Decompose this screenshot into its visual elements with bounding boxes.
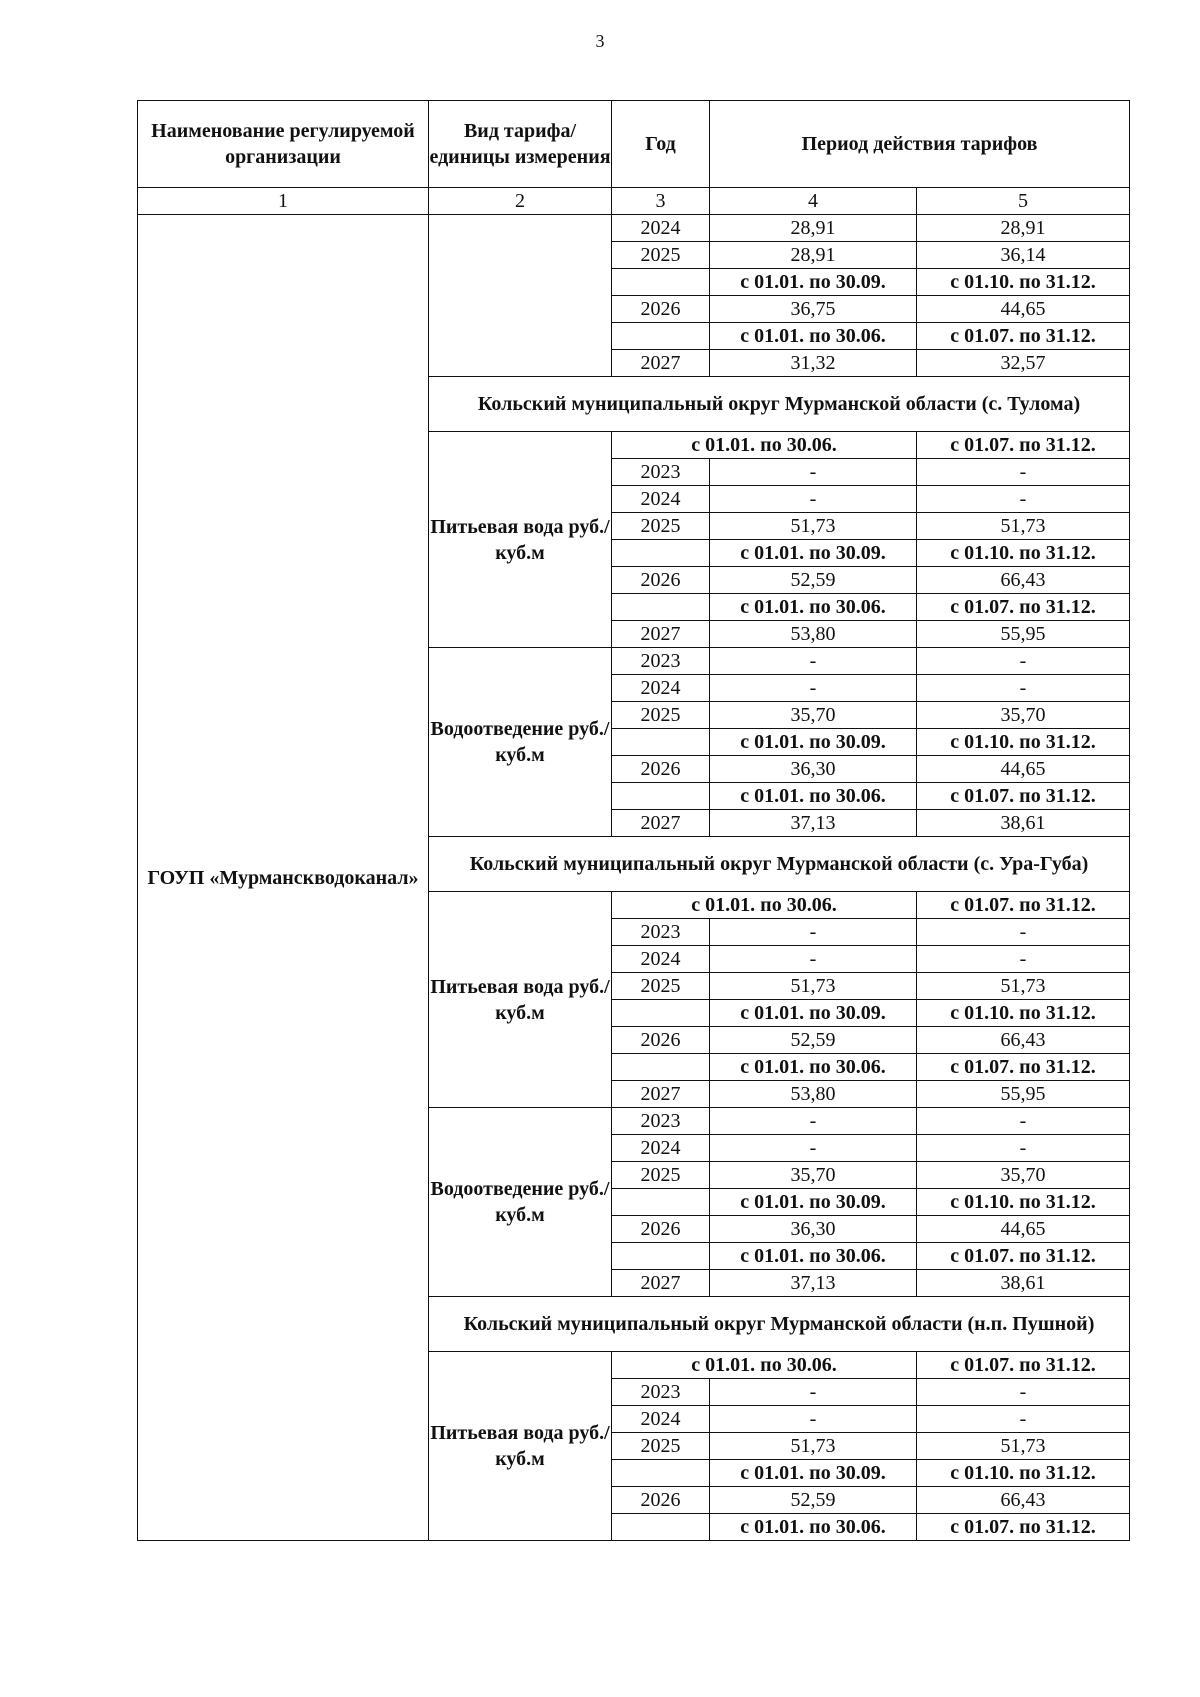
tariff-value-period-2: 28,91 — [917, 215, 1130, 242]
column-numbers-row — [138, 188, 1130, 215]
year-cell-empty — [612, 540, 710, 567]
year-cell: 2026 — [612, 1027, 710, 1054]
year-cell: 2027 — [612, 621, 710, 648]
tariff-value-period-1: 37,13 — [710, 810, 917, 837]
year-cell: 2025 — [612, 1162, 710, 1189]
tariff-value-period-1: 52,59 — [710, 1487, 917, 1514]
tariff-value-period-1: 51,73 — [710, 973, 917, 1000]
year-cell: 2025 — [612, 702, 710, 729]
column-number: 4 — [710, 188, 917, 215]
year-cell: 2026 — [612, 756, 710, 783]
tariff-value-period-1: 52,59 — [710, 1027, 917, 1054]
tariff-value-period-1: 51,73 — [710, 1433, 917, 1460]
period-label-2: с 01.10. по 31.12. — [917, 1189, 1130, 1216]
tariff-value-period-2: 55,95 — [917, 621, 1130, 648]
period-label-1: с 01.01. по 30.09. — [710, 269, 917, 296]
page-number: 3 — [595, 31, 605, 51]
period-label-1: с 01.01. по 30.06. — [710, 1243, 917, 1270]
tariff-value-period-2: 44,65 — [917, 756, 1130, 783]
year-cell-empty — [612, 1189, 710, 1216]
column-number: 1 — [138, 188, 429, 215]
period-label-2: с 01.07. по 31.12. — [917, 783, 1130, 810]
year-cell-empty — [612, 594, 710, 621]
tariff-value-period-1: - — [710, 946, 917, 973]
period-label-1: с 01.01. по 30.06. — [612, 1352, 917, 1379]
year-cell-empty — [612, 1000, 710, 1027]
year-cell: 2024 — [612, 215, 710, 242]
year-cell: 2024 — [612, 486, 710, 513]
tariff-value-period-2: 44,65 — [917, 1216, 1130, 1243]
tariff-value-period-1: 37,13 — [710, 1270, 917, 1297]
tariff-value-period-1: - — [710, 1108, 917, 1135]
tariff-value-period-2: - — [917, 1135, 1130, 1162]
tariff-value-period-2: 66,43 — [917, 567, 1130, 594]
year-cell-empty — [612, 323, 710, 350]
year-cell-empty — [612, 729, 710, 756]
period-label-2: с 01.10. по 31.12. — [917, 1460, 1130, 1487]
tariff-value-period-2: - — [917, 459, 1130, 486]
year-cell-empty — [612, 1460, 710, 1487]
tariff-value-period-1: 36,75 — [710, 296, 917, 323]
tariff-value-period-1: 53,80 — [710, 621, 917, 648]
tariff-type: Питьевая вода руб./куб.м — [429, 432, 612, 648]
tariff-value-period-1: - — [710, 919, 917, 946]
tariff-type-empty — [429, 215, 612, 377]
tariff-value-period-2: 55,95 — [917, 1081, 1130, 1108]
period-label-1: с 01.01. по 30.06. — [710, 594, 917, 621]
year-cell: 2026 — [612, 1487, 710, 1514]
period-label-1: с 01.01. по 30.09. — [710, 1000, 917, 1027]
period-label-2: с 01.07. по 31.12. — [917, 1352, 1130, 1379]
tariff-type: Питьевая вода руб./куб.м — [429, 1352, 612, 1541]
tariff-value-period-1: - — [710, 675, 917, 702]
tariff-value-period-1: - — [710, 1406, 917, 1433]
tariff-value-period-1: 28,91 — [710, 242, 917, 269]
tariff-value-period-1: 35,70 — [710, 702, 917, 729]
year-cell: 2026 — [612, 1216, 710, 1243]
tariff-value-period-1: 35,70 — [710, 1162, 917, 1189]
tariff-value-period-2: - — [917, 486, 1130, 513]
period-label-2: с 01.10. по 31.12. — [917, 540, 1130, 567]
period-label-2: с 01.07. по 31.12. — [917, 432, 1130, 459]
tariff-value-period-2: - — [917, 1379, 1130, 1406]
header-year: Год — [612, 101, 710, 188]
column-number: 5 — [917, 188, 1130, 215]
period-label-2: с 01.07. по 31.12. — [917, 1243, 1130, 1270]
tariff-value-period-2: - — [917, 675, 1130, 702]
period-label-2: с 01.10. по 31.12. — [917, 1000, 1130, 1027]
tariff-value-period-1: - — [710, 1379, 917, 1406]
period-label-2: с 01.10. по 31.12. — [917, 729, 1130, 756]
year-cell-empty — [612, 269, 710, 296]
period-label-1: с 01.01. по 30.09. — [710, 1189, 917, 1216]
period-label-1: с 01.01. по 30.06. — [612, 432, 917, 459]
column-number: 3 — [612, 188, 710, 215]
period-label-1: с 01.01. по 30.06. — [710, 323, 917, 350]
tariff-value-period-2: - — [917, 1108, 1130, 1135]
tariff-value-period-2: 51,73 — [917, 973, 1130, 1000]
tariff-table — [137, 100, 1130, 1541]
tariff-value-period-2: - — [917, 648, 1130, 675]
table-body — [138, 215, 1130, 1541]
tariff-value-period-1: 53,80 — [710, 1081, 917, 1108]
tariff-value-period-2: 66,43 — [917, 1487, 1130, 1514]
tariff-value-period-2: 51,73 — [917, 513, 1130, 540]
tariff-value-period-2: 38,61 — [917, 1270, 1130, 1297]
year-cell: 2023 — [612, 648, 710, 675]
tariff-value-period-1: - — [710, 459, 917, 486]
tariff-value-period-2: 35,70 — [917, 702, 1130, 729]
tariff-value-period-2: 35,70 — [917, 1162, 1130, 1189]
tariff-value-period-1: - — [710, 1135, 917, 1162]
tariff-value-period-1: 36,30 — [710, 1216, 917, 1243]
year-cell: 2025 — [612, 242, 710, 269]
year-cell-empty — [612, 1243, 710, 1270]
period-label-1: с 01.01. по 30.06. — [710, 783, 917, 810]
tariff-value-period-2: - — [917, 1406, 1130, 1433]
period-label-1: с 01.01. по 30.09. — [710, 1460, 917, 1487]
period-label-2: с 01.07. по 31.12. — [917, 594, 1130, 621]
tariff-type: Водоотведение руб./куб.м — [429, 1108, 612, 1297]
tariff-value-period-2: - — [917, 919, 1130, 946]
tariff-value-period-2: 32,57 — [917, 350, 1130, 377]
tariff-value-period-2: 66,43 — [917, 1027, 1130, 1054]
year-cell: 2025 — [612, 1433, 710, 1460]
period-label-1: с 01.01. по 30.06. — [612, 892, 917, 919]
table-row — [138, 215, 1130, 242]
header-period: Период действия тарифов — [710, 101, 1130, 188]
header-tariff-type: Вид тарифа/ единицы измерения — [429, 101, 612, 188]
tariff-value-period-2: - — [917, 946, 1130, 973]
year-cell: 2024 — [612, 1406, 710, 1433]
year-cell: 2027 — [612, 350, 710, 377]
tariff-value-period-2: 44,65 — [917, 296, 1130, 323]
period-label-1: с 01.01. по 30.06. — [710, 1054, 917, 1081]
tariff-value-period-2: 51,73 — [917, 1433, 1130, 1460]
year-cell: 2025 — [612, 513, 710, 540]
tariff-value-period-1: 31,32 — [710, 350, 917, 377]
year-cell: 2023 — [612, 919, 710, 946]
year-cell: 2024 — [612, 946, 710, 973]
year-cell-empty — [612, 1514, 710, 1541]
period-label-2: с 01.07. по 31.12. — [917, 1054, 1130, 1081]
period-label-1: с 01.01. по 30.06. — [710, 1514, 917, 1541]
tariff-type: Водоотведение руб./куб.м — [429, 648, 612, 837]
year-cell: 2024 — [612, 675, 710, 702]
tariff-value-period-1: 52,59 — [710, 567, 917, 594]
tariff-value-period-1: - — [710, 486, 917, 513]
year-cell: 2027 — [612, 810, 710, 837]
period-label-1: с 01.01. по 30.09. — [710, 729, 917, 756]
period-label-2: с 01.10. по 31.12. — [917, 269, 1130, 296]
tariff-type: Питьевая вода руб./куб.м — [429, 892, 612, 1108]
organization-name: ГОУП «Мурманскводоканал» — [138, 215, 429, 1541]
year-cell: 2023 — [612, 1108, 710, 1135]
year-cell: 2026 — [612, 296, 710, 323]
period-label-1: с 01.01. по 30.09. — [710, 540, 917, 567]
year-cell: 2023 — [612, 459, 710, 486]
header-row — [138, 101, 1130, 188]
period-label-2: с 01.07. по 31.12. — [917, 323, 1130, 350]
tariff-value-period-2: 36,14 — [917, 242, 1130, 269]
tariff-value-period-2: 38,61 — [917, 810, 1130, 837]
period-label-2: с 01.07. по 31.12. — [917, 1514, 1130, 1541]
year-cell: 2026 — [612, 567, 710, 594]
district-title: Кольский муниципальный округ Мурманской области (с. Тулома) — [429, 377, 1130, 432]
tariff-value-period-1: 36,30 — [710, 756, 917, 783]
district-title: Кольский муниципальный округ Мурманской области (н.п. Пушной) — [429, 1297, 1130, 1352]
year-cell: 2023 — [612, 1379, 710, 1406]
year-cell: 2025 — [612, 973, 710, 1000]
year-cell-empty — [612, 783, 710, 810]
year-cell-empty — [612, 1054, 710, 1081]
column-number: 2 — [429, 188, 612, 215]
year-cell: 2027 — [612, 1081, 710, 1108]
period-label-2: с 01.07. по 31.12. — [917, 892, 1130, 919]
year-cell: 2024 — [612, 1135, 710, 1162]
district-title: Кольский муниципальный округ Мурманской области (с. Ура-Губа) — [429, 837, 1130, 892]
tariff-value-period-1: 51,73 — [710, 513, 917, 540]
header-organization: Наименование регулируемой организации — [138, 101, 429, 188]
year-cell: 2027 — [612, 1270, 710, 1297]
tariff-value-period-1: - — [710, 648, 917, 675]
tariff-value-period-1: 28,91 — [710, 215, 917, 242]
